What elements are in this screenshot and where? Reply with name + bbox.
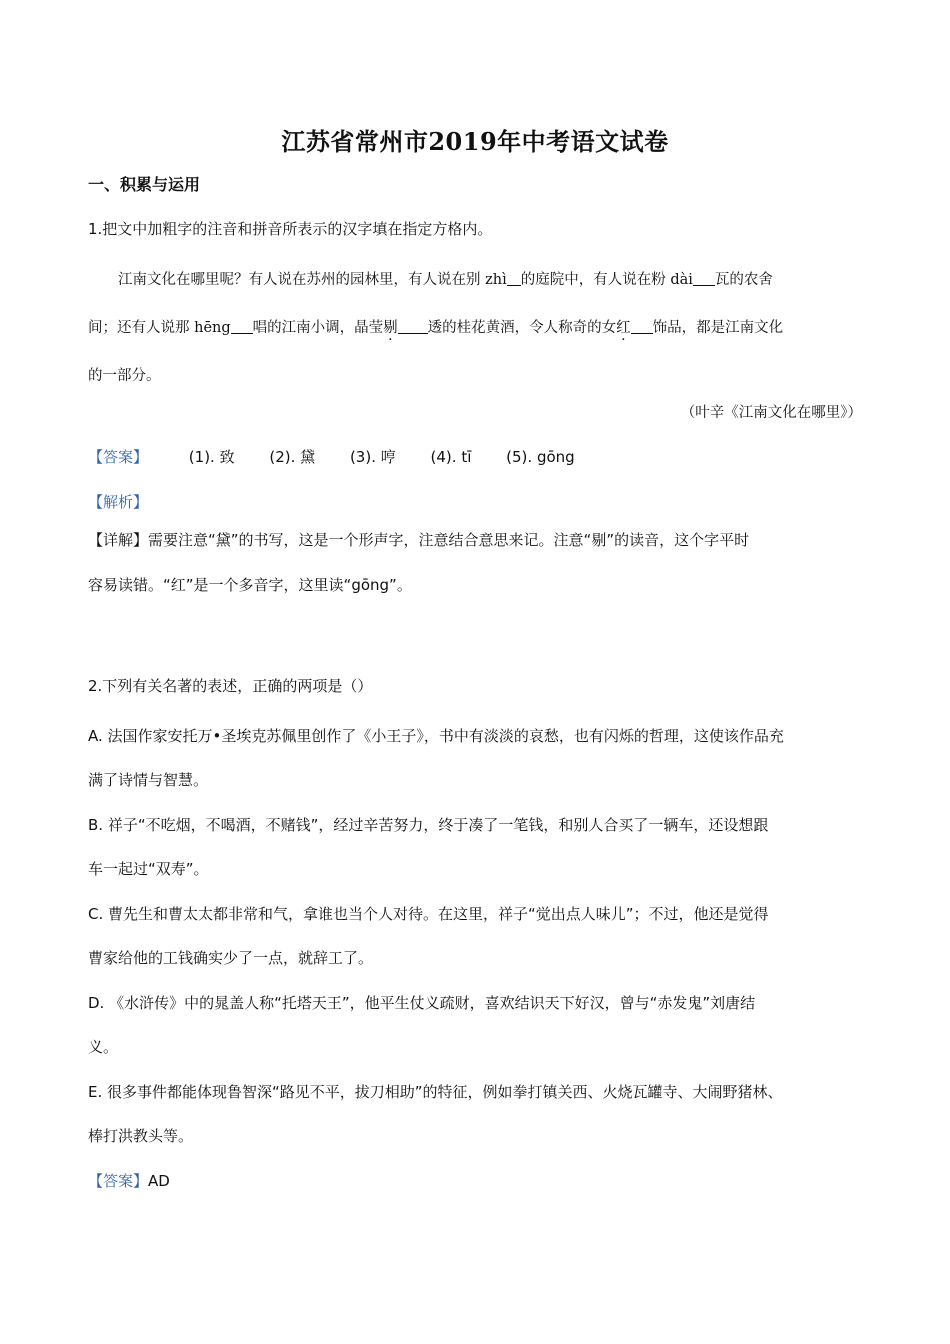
passage-text: 江南文化在哪里呢？有人说在苏州的园林里，有人说在别 zhì (118, 272, 507, 288)
section-heading: 一、积累与运用 (88, 175, 201, 194)
option-b-line-1: B. 祥子“不吃烟，不喝酒，不赌钱”，经过辛苦努力，终于凑了一笔钱，和别人合买了一辆车，还设想跟 (88, 816, 769, 834)
blank (398, 318, 428, 334)
passage-line-1 (118, 268, 773, 289)
answer-value: AD (148, 1172, 170, 1190)
question-2-stem: 2.下列有关名著的表述，正确的两项是（） (88, 677, 373, 695)
question-1-stem: 1.把文中加粗字的注音和拼音所表示的汉字填在指定方格内。 (88, 220, 493, 238)
answer-item: (1). 致 (188, 448, 235, 466)
option-d-line-2: 义。 (88, 1038, 119, 1056)
passage-text: 间；还有人说那 hēng (88, 320, 231, 336)
option-e-line-2: 棒打洪教头等。 (88, 1127, 194, 1145)
detail-line-2: 容易读错。“红”是一个多音字，这里读“gōng”。 (88, 576, 412, 594)
emphasized-char: 剔 (383, 320, 398, 336)
analysis-tag: 【解析】 (88, 493, 149, 511)
passage-text: 饰品，都是江南文化 (652, 320, 784, 336)
blank (231, 318, 253, 334)
option-a-line-1: A. 法国作家安托万•圣埃克苏佩里创作了《小王子》，书中有淡淡的哀愁，也有闪烁的哲理，这使该作品充 (88, 727, 784, 745)
passage-line-2 (88, 316, 783, 337)
option-b-line-2: 车一起过“双寿”。 (88, 860, 209, 878)
option-c-line-2: 曹家给他的工钱确实少了一点，就辞工了。 (88, 949, 374, 967)
emphasized-char: 红 (616, 320, 631, 336)
detail-line-1: 【详解】需要注意“黛”的书写，这是一个形声字，注意结合意思来记。注意“剔”的读音，这个字平时 (88, 531, 750, 549)
option-e-line-1: E. 很多事件都能体现鲁智深“路见不平，拔刀相助”的特征，例如拳打镇关西、火烧瓦罐寺、大闹野猪林、 (88, 1083, 783, 1101)
answer-tag: 【答案】 (88, 1172, 149, 1190)
passage-text: 的庭院中，有人说在粉 dài (520, 272, 693, 288)
q2-answer-row (88, 1170, 170, 1191)
answer-item: (3). 哼 (349, 448, 396, 466)
answer-item: (5). gōng (506, 448, 575, 466)
q1-answer-row (88, 446, 605, 467)
answer-item: (2). 黛 (269, 448, 316, 466)
answer-tag: 【答案】 (88, 448, 149, 466)
passage-text: 瓦的农舍 (714, 272, 773, 288)
option-c-line-1: C. 曹先生和曹太太都非常和气，拿谁也当个人对待。在这里，祥子“觉出点人味儿”；不过，他还是觉得 (88, 905, 769, 923)
passage-text: 透的桂花黄酒，令人称奇的女 (427, 320, 617, 336)
passage-text: 唱的江南小调，晶莹 (252, 320, 384, 336)
option-a-line-2: 满了诗情与智慧。 (88, 771, 209, 789)
answer-item: (4). tī (430, 448, 472, 466)
blank (631, 318, 653, 334)
option-d-line-1: D. 《水浒传》中的晁盖人称“托塔天王”，他平生仗义疏财，喜欢结识天下好汉，曾与“赤发鬼”刘唐结 (88, 994, 756, 1012)
passage-line-3: 的一部分。 (88, 368, 161, 384)
blank (693, 270, 715, 286)
citation: （叶辛《江南文化在哪里》） (680, 405, 862, 421)
blank (507, 270, 521, 286)
page-title: 江苏省常州市2019年中考语文试卷 (281, 127, 669, 156)
